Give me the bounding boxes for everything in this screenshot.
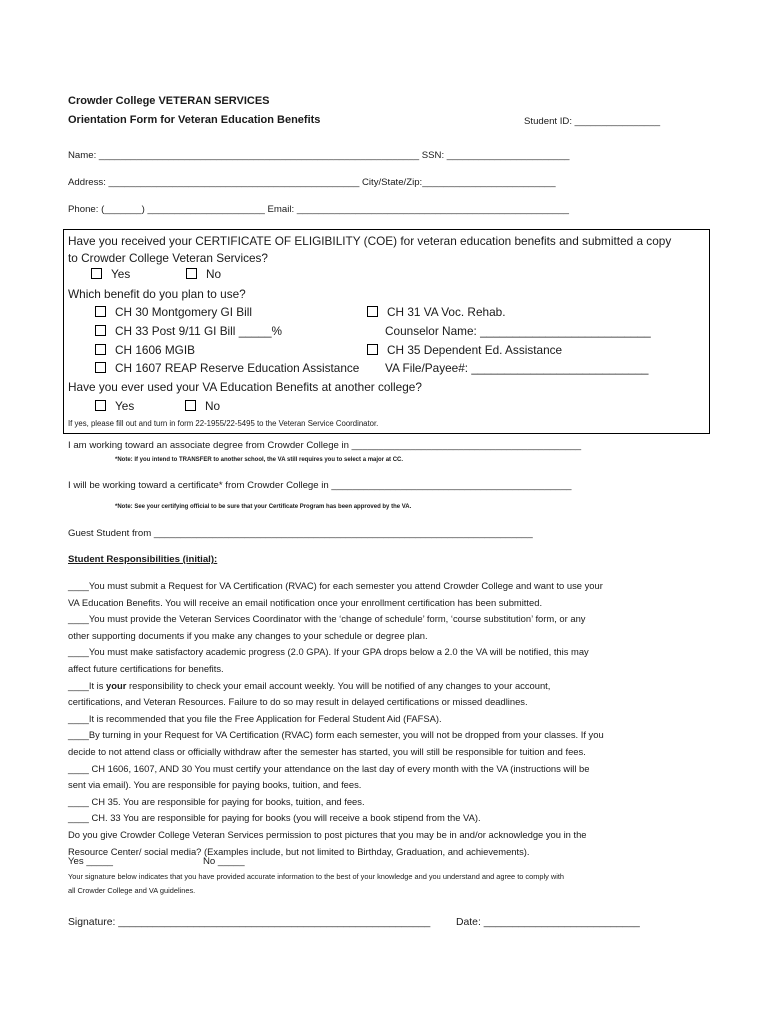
checkbox-icon[interactable] [95,400,106,411]
signature-field[interactable]: Signature: ______________________________________________________ [68,917,431,928]
responsibilities-heading: Student Responsibilities (initial): [68,554,218,565]
coe-question-line1: Have you received your CERTIFICATE OF ELIGIBILITY (COE) for veteran education benefits and submitted a copy [68,234,672,248]
benefit-ch30-option[interactable]: CH 30 Montgomery GI Bill [95,305,252,319]
coe-yes-option[interactable]: Yes [91,267,130,281]
responsibility-line: sent via email). You are responsible for paying books, tuition, and fees. [68,779,362,791]
benefit-ch1607-option[interactable]: CH 1607 REAP Reserve Education Assistance [95,361,359,375]
responsibility-line: ____It is your responsibility to check your email account weekly. You will be notified of any changes to your account, [68,679,551,691]
benefit-question: Which benefit do you plan to use? [68,287,246,301]
checkbox-icon[interactable] [185,400,196,411]
checkbox-icon[interactable] [95,362,106,373]
date-field[interactable]: Date: ___________________________ [456,917,640,928]
responsibility-line: ____You must provide the Veteran Services Coordinator with the ‘change of schedule’ form, ‘course substitution’ form, or any [68,613,586,625]
photo-permission-yes[interactable]: Yes _____ [68,856,113,867]
certificate-note: *Note: See your certifying official to be sure that your Certificate Program has been approved by the VA. [115,504,412,510]
va-file-field[interactable]: VA File/Payee#: ___________________________ [385,361,649,375]
checkbox-icon[interactable] [367,306,378,317]
responsibility-line: ____By turning in your Request for VA Certification (RVAC) form each semester, you will not be dropped from your classes. If you [68,729,604,741]
if-yes-instructions: If yes, please fill out and turn in form 22-1955/22-5495 to the Veteran Service Coordinator. [68,419,379,428]
responsibility-line: decide to not attend class or officially withdraw after the semester has started, you will still be responsible for tuition and fees. [68,745,586,757]
benefit-ch1606-option[interactable]: CH 1606 MGIB [95,343,195,357]
associate-note: *Note: If you intend to TRANSFER to another school, the VA still requires you to select a major at CC. [115,457,404,463]
responsibility-line: ____ CH 35. You are responsible for paying for books, tuition, and fees. [68,795,365,807]
responsibility-line: ____ CH 1606, 1607, AND 30 You must certify your attendance on the last day of every month with the VA (instructions will be [68,762,590,774]
checkbox-icon[interactable] [91,268,102,279]
responsibility-line: Do you give Crowder College Veteran Services permission to post pictures that you may be in and/or acknowledge you in the [68,828,587,840]
form-title: Orientation Form for Veteran Education Benefits [68,114,321,126]
responsibility-line: ____ CH. 33 You are responsible for paying for books (you will receive a book stipend from the VA). [68,812,481,824]
responsibility-line: affect future certifications for benefits. [68,662,224,674]
other-college-no-option[interactable]: No [185,399,220,413]
responsibility-line: VA Education Benefits. You will receive an email notification once your enrollment certification has been submitted. [68,596,543,608]
checkbox-icon[interactable] [95,344,106,355]
responsibilities-list [68,578,708,860]
signature-note-line2: all Crowder College and VA guidelines. [68,886,196,895]
form-org-title: Crowder College VETERAN SERVICES [68,95,270,107]
coe-no-option[interactable]: No [186,267,221,281]
responsibility-line: ____It is recommended that you file the Free Application for Federal Student Aid (FAFSA). [68,712,442,724]
counselor-name-field[interactable]: Counselor Name: __________________________ [385,324,651,338]
checkbox-icon[interactable] [95,325,106,336]
signature-note-line1: Your signature below indicates that you have provided accurate information to the best of your knowledge and you understand and agree to comply with [68,872,565,881]
student-id-field[interactable]: Student ID: ________________ [524,116,661,127]
name-ssn-field[interactable]: Name: ____________________________________________________________ SSN: _______________________ [68,150,570,161]
guest-student-field[interactable]: Guest Student from _______________________________________________________________________ [68,528,533,539]
benefit-ch35-option[interactable]: CH 35 Dependent Ed. Assistance [367,343,562,357]
associate-degree-field[interactable]: I am working toward an associate degree from Crowder College in ___________________________________________ [68,440,582,451]
checkbox-icon[interactable] [367,344,378,355]
responsibility-line: ____You must submit a Request for VA Certification (RVAC) for each semester you attend Crowder College and want to use your [68,580,603,591]
phone-email-field[interactable]: Phone: (_______) ______________________ Email: ___________________________________________________ [68,204,569,215]
other-college-question: Have you ever used your VA Education Benefits at another college? [68,380,422,394]
responsibility-line: Resource Center/ social media? (Examples include, but not limited to Birthday, Graduation, and achievements). [68,845,530,857]
benefit-ch33-option[interactable]: CH 33 Post 9/11 GI Bill _____% [95,324,282,338]
photo-permission-no[interactable]: No _____ [203,856,245,867]
coe-question-line2: to Crowder College Veteran Services? [68,251,268,265]
responsibility-line: certifications, and Veteran Resources. Failure to do so may result in delayed certifications or missed deadlines. [68,696,528,708]
checkbox-icon[interactable] [95,306,106,317]
other-college-yes-option[interactable]: Yes [95,399,134,413]
responsibility-line: other supporting documents if you make any changes to your schedule or degree plan. [68,629,428,641]
responsibility-line: ____You must make satisfactory academic progress (2.0 GPA). If your GPA drops below a 2.0 the VA will be notified, this may [68,646,589,658]
checkbox-icon[interactable] [186,268,197,279]
certificate-field[interactable]: I will be working toward a certificate* from Crowder College in _____________________________________________ [68,480,572,491]
benefit-ch31-option[interactable]: CH 31 VA Voc. Rehab. [367,305,505,319]
address-field[interactable]: Address: _______________________________________________ City/State/Zip:_________________________ [68,177,556,188]
